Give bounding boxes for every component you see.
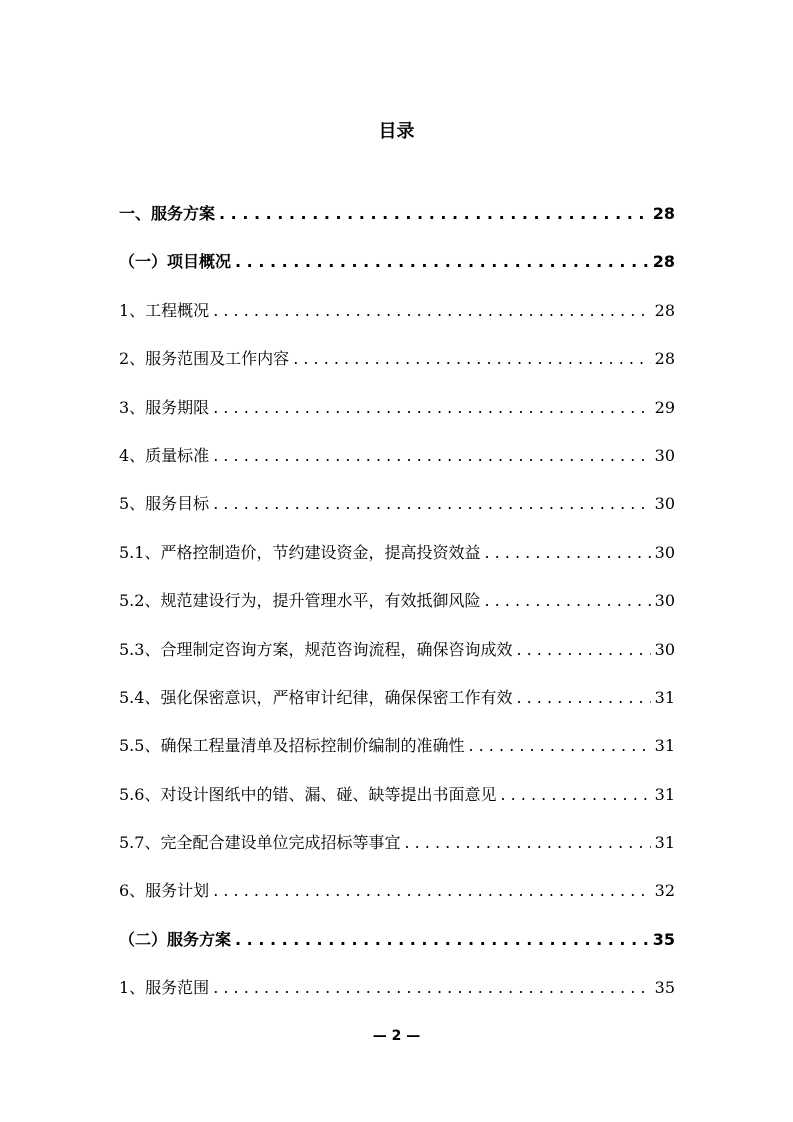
- toc-entry-page: 31: [654, 736, 675, 756]
- toc-entry[interactable]: [119, 635, 675, 683]
- toc-dot-leader: [468, 731, 650, 761]
- toc-entry-text: （二）服务方案: [119, 929, 232, 949]
- toc-dot-leader: [213, 973, 650, 1003]
- toc-entry-page: 30: [654, 445, 675, 465]
- toc-entry-text: 4、质量标准: [119, 445, 210, 465]
- toc-entry-page: 30: [654, 591, 675, 611]
- toc-entry[interactable]: [119, 344, 675, 392]
- toc-entry-text: 5.3、合理制定咨询方案，规范咨询流程，确保咨询成效: [119, 639, 513, 659]
- toc-entry-text: 5.2、规范建设行为，提升管理水平，有效抵御风险: [119, 591, 481, 611]
- toc-entry[interactable]: [119, 683, 675, 731]
- toc-dot-leader: [213, 296, 650, 326]
- toc-dot-leader: [500, 780, 650, 810]
- toc-entry-page: 35: [652, 929, 675, 949]
- toc-entry[interactable]: [119, 199, 675, 247]
- toc-entry[interactable]: [119, 925, 675, 973]
- toc-entry-text: 3、服务期限: [119, 397, 210, 417]
- toc-entry-text: 一、服务方案: [119, 204, 216, 223]
- toc-entry-page: 28: [652, 204, 675, 223]
- toc-entry-text: 6、服务计划: [119, 881, 210, 901]
- toc-entry[interactable]: [119, 441, 675, 489]
- toc-entry-text: 5.1、严格控制造价，节约建设资金，提高投资效益: [119, 542, 481, 562]
- toc-entry[interactable]: [119, 973, 675, 1021]
- toc-entry[interactable]: [119, 489, 675, 537]
- toc-entry-page: 31: [654, 687, 675, 707]
- toc-entry-text: 2、服务范围及工作内容: [119, 349, 290, 369]
- toc-entry-text: 5、服务目标: [119, 494, 210, 514]
- toc-title: 目录: [378, 121, 415, 142]
- toc-dot-leader: [484, 586, 650, 616]
- toc-entry[interactable]: [119, 538, 675, 586]
- toc-entry-text: 5.5、确保工程量清单及招标控制价编制的准确性: [119, 736, 465, 756]
- toc-entry-page: 30: [654, 494, 675, 514]
- toc-dot-leader: [213, 393, 650, 423]
- toc-entry[interactable]: [119, 393, 675, 441]
- toc-entry[interactable]: [119, 780, 675, 828]
- toc-entry-page: 29: [654, 397, 675, 417]
- toc-entry[interactable]: [119, 586, 675, 634]
- toc-dot-leader: [235, 925, 649, 955]
- toc-dot-leader: [235, 247, 649, 277]
- toc-entry-page: 28: [654, 300, 675, 320]
- toc-entry-page: 30: [654, 639, 675, 659]
- toc-entry[interactable]: [119, 828, 675, 876]
- toc-dot-leader: [213, 489, 650, 519]
- toc-entry-text: 5.7、完全配合建设单位完成招标等事宜: [119, 833, 401, 853]
- toc-entry-text: 1、服务范围: [119, 978, 210, 998]
- toc-dot-leader: [219, 199, 649, 229]
- toc-dot-leader: [213, 876, 650, 906]
- toc-entry[interactable]: [119, 731, 675, 779]
- toc-entry-page: 28: [654, 349, 675, 369]
- toc-entry-page: 31: [654, 784, 675, 804]
- toc-dot-leader: [516, 683, 650, 713]
- toc-dot-leader: [484, 538, 650, 568]
- toc-entry-page: 31: [654, 833, 675, 853]
- toc-entry-text: （一）项目概况: [119, 252, 232, 272]
- toc-entry[interactable]: [119, 296, 675, 344]
- toc-entry[interactable]: [119, 247, 675, 295]
- toc-dot-leader: [404, 828, 650, 858]
- toc-dot-leader: [213, 441, 650, 471]
- toc-dot-leader: [516, 635, 650, 665]
- toc-entry-page: 35: [654, 978, 675, 998]
- page-number: — 2 —: [372, 1028, 421, 1044]
- toc-entry[interactable]: [119, 876, 675, 924]
- toc-dot-leader: [293, 344, 650, 374]
- toc-entry-page: 32: [654, 881, 675, 901]
- toc-entry-text: 5.6、对设计图纸中的错、漏、碰、缺等提出书面意见: [119, 784, 497, 804]
- toc-entry-text: 5.4、强化保密意识，严格审计纪律，确保保密工作有效: [119, 687, 513, 707]
- toc-entry-page: 28: [652, 252, 675, 272]
- toc-entry-page: 30: [654, 542, 675, 562]
- table-of-contents: [119, 199, 675, 1022]
- toc-entry-text: 1、工程概况: [119, 300, 210, 320]
